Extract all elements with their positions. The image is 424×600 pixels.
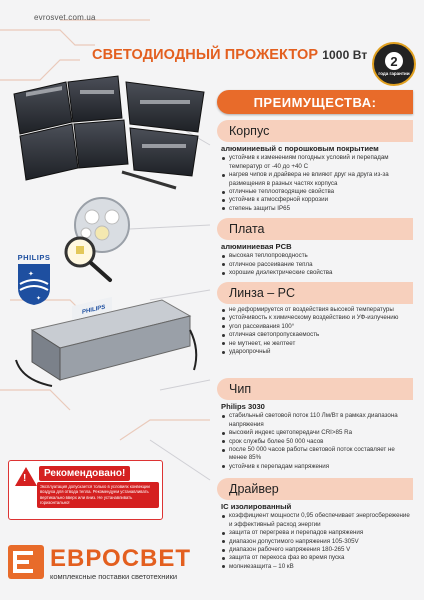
svg-text:✦: ✦	[28, 271, 34, 278]
warning-mark: !	[23, 473, 27, 484]
advantages-header: ПРЕИМУЩЕСТВА:	[217, 90, 413, 114]
list-item: после 50 000 часов работы световой поток составляет не менее 85%	[221, 446, 413, 463]
site-url[interactable]: evrosvet.com.ua	[34, 13, 96, 22]
section-title: Линза – PC	[217, 282, 413, 304]
list-item: ударопрочный	[221, 348, 413, 356]
list-item: отличная светопропускаемость	[221, 331, 413, 339]
section-subtitle: IC изолированный	[221, 502, 292, 511]
list-item: защита от перекоса фаз во время пуска	[221, 554, 413, 562]
list-item: устойчив к изменениям погодных условий и перепадам температур от -40 до +40 С	[221, 154, 413, 171]
logo-name: ЕВРОСВЕТ	[50, 545, 192, 572]
driver-brand-label: PHILIPS	[81, 304, 106, 316]
list-item: срок службы более 50 000 часов	[221, 438, 413, 446]
list-item: не деформируется от воздействия высокой температуры	[221, 306, 413, 314]
logo-emblem-icon	[8, 545, 44, 579]
list-item: высокая теплопроводность	[221, 252, 413, 260]
section-title: Плата	[217, 218, 413, 240]
section-driver	[217, 478, 413, 571]
evrosvet-logo	[8, 545, 208, 589]
section-chip	[217, 378, 413, 471]
philips-logo-text: PHILIPS	[17, 253, 51, 262]
section-title: Чип	[217, 378, 413, 400]
svg-text:✦: ✦	[36, 296, 42, 302]
section-title: Корпус	[217, 120, 413, 142]
list-item: диапазон допустимого напряжения 105-305V	[221, 538, 413, 546]
list-item: устойчив к перепадам напряжения	[221, 463, 413, 471]
list-item: угол рассеивания 100°	[221, 323, 413, 331]
list-item: отличное рассеивание тепла	[221, 261, 413, 269]
driver-image	[12, 290, 202, 400]
title-power: 1000 Вт	[322, 48, 368, 62]
section-subtitle: Philips 3030	[221, 402, 265, 411]
recommended-box	[8, 460, 163, 520]
page-title	[92, 47, 367, 63]
section-board	[217, 218, 413, 278]
list-item: хорошие диэлектрические свойства	[221, 269, 413, 277]
section-title: Драйвер	[217, 478, 413, 500]
list-item: коэффициент мощности 0,95 обеспечивает энергосбережение и эффективный расход энергии	[221, 512, 413, 529]
floodlight-image	[6, 72, 216, 192]
section-subtitle: алюминиевый с порошковым покрытием	[221, 144, 379, 153]
warranty-number: 2	[385, 52, 403, 70]
recommended-title: Рекомендовано!	[39, 466, 130, 481]
warranty-badge	[372, 42, 416, 86]
list-item: устойчив к атмосферной коррозии	[221, 196, 413, 204]
list-item: защита от перегрева и перепадов напряжения	[221, 529, 413, 537]
magnifier-icon	[60, 232, 120, 290]
list-item: высокий индекс цветопередачи CRI>85 Ra	[221, 429, 413, 437]
section-subtitle: алюминиевая PCB	[221, 242, 292, 251]
logo-tagline: комплексные поставки светотехники	[50, 572, 178, 581]
section-body	[217, 120, 413, 213]
list-item: не мутнеет, не желтеет	[221, 340, 413, 348]
list-item: степень защиты IP65	[221, 205, 413, 213]
list-item: отличные теплоотводящие свойства	[221, 188, 413, 196]
list-item: молниезащита – 10 кВ	[221, 563, 413, 571]
recommended-text: Эксплуатация допускается только в условиях конвекции воздуха для отвода тепла. Рекомендуем устанавливать вертикально вверх или вниз. Не устанавливать горизонтально!	[37, 482, 159, 508]
list-item: нагрев чипов и драйвера не влияют друг на друга из-за размещения в разных частях корпуса	[221, 171, 413, 188]
list-item: устойчивость к химическому воздействию и УФ-излучению	[221, 314, 413, 322]
list-item: стабильный световой поток 110 Лм/Вт в рамках диапазона напряжения	[221, 412, 413, 429]
section-lens	[217, 282, 413, 356]
title-main: СВЕТОДИОДНЫЙ ПРОЖЕКТОР	[92, 47, 319, 63]
warranty-text: года гарантии	[378, 71, 410, 76]
list-item: диапазон рабочего напряжения 180-265 V	[221, 546, 413, 554]
